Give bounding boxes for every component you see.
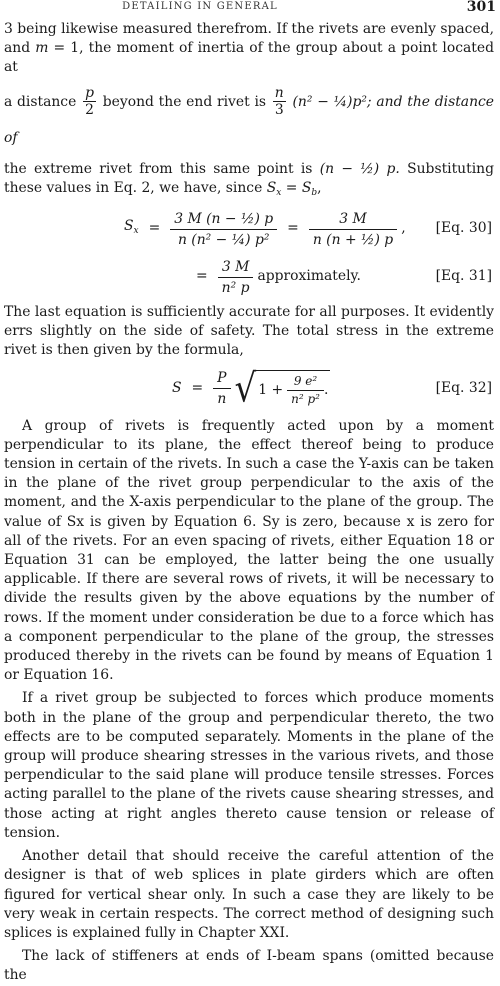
equation-31: = $\frac{3 M}{\text{n² p}}$ approximately. [Eq. 31] xyxy=(196,258,492,296)
paragraph-rivet-group-forces: If a rivet group be subjected to forces which produce moments both in the plane of the group and perpendicular thereto, the two effects are to be computed separately. Moments in the plane of the group will produce shearing stresses in the various rivets, and those perpendicular to the said plane will produce tensile stresses. Forces acting parallel to the plane of the rivets cause shearing stresses, and those acting at right angles thereto cause tension or release of tension. xyxy=(4,690,494,841)
equation-32: S = $\frac{P}{n}$ √ 1 + $\frac{\text{9 e²}}{\text{n² p²}}$ . [Eq. 32] xyxy=(172,365,492,412)
page-number: 301 xyxy=(466,0,496,15)
eq32-label: [Eq. 32] xyxy=(435,379,492,396)
extreme-rivet-line: the extreme rivet from this same point is (n − ½) p. Substituting these values in Eq. 2, we have, since $S_x = S_b$, xyxy=(4,160,494,198)
eq31-label: [Eq. 31] xyxy=(435,268,492,285)
p-over-2-fraction: $\frac{p}{2}$ xyxy=(85,85,94,119)
eq32-fraction: $\frac{P}{n}$ xyxy=(213,368,230,409)
eq31-fraction: $\frac{3 M}{\text{n² p}}$ xyxy=(218,257,254,298)
eq32-square-root: √ 1 + $\frac{\text{9 e²}}{\text{n² p²}}$ . xyxy=(234,365,329,412)
distance-line: a distance $\frac{p}{2}$ beyond the end rivet is $\frac{n}{3}$ (n² − ¼)p²; and the distance of xyxy=(4,85,495,146)
eq30-lhs: $S_x$ xyxy=(124,217,139,236)
paragraph-last-equation: The last equation is sufficiently accurate for all purposes. It evidently errs slightly on the side of safety. The total stress in the extreme rivet is then given by the formula, xyxy=(4,304,494,359)
eq30-label: [Eq. 30] xyxy=(435,220,492,237)
page-header xyxy=(0,0,500,20)
paragraph-web-splices: Another detail that should receive the careful attention of the designer is that of web splices in plate girders which are often figured for vertical shear only. In such a case they are likely to be very weak in certain respects. The correct method of designing such splices is explained fully in Chapter XXI. xyxy=(4,848,494,941)
paragraph-continued: 3 being likewise measured therefrom. If the rivets are evenly spaced, and m = 1, the moment of inertia of the group about a point located at xyxy=(4,21,494,76)
paragraph-moment-perpendicular: A group of rivets is frequently acted upon by a moment perpendicular to its plane, the effect thereof being to produce tension in certain of the rivets. In such a case the Y-axis can be taken in the plane of the rivet group perpendicular to the axis of the moment, and the X-axis perpendicular to the plane of the group. The value of Sx is given by Equation 6. Sy is zero, because x is zero for all of the rivets. For an even spacing of rivets, either Equation 18 or Equation 31 can be employed, the latter being the one usually applicable. If there are several rows of rivets, it will be necessary to divide the results given by the above equations by the number of rows. If the moment under consideration be due to a force which has a component perpendicular to the plane of the group, the stresses produced thereby in the rivets can be found by means of Equation 1 or Equation 16. xyxy=(4,417,494,684)
page-body xyxy=(4,20,494,986)
n-over-3-fraction: $\frac{n}{3}$ xyxy=(274,85,284,119)
radical-sign-icon: √ xyxy=(234,365,257,412)
paragraph-stiffeners: The lack of stiffeners at ends of I-beam spans (omitted because the xyxy=(4,948,494,984)
running-head: DETAILING IN GENERAL xyxy=(122,1,278,12)
eq30-fraction-2: $\frac{3 M}{\text{n (n + ½) p}}$ xyxy=(309,209,397,250)
equation-30: $S_x$ = $\frac{\text{3 M (n − ½) p}}{\text{n (n² − ¼) p²}}$ = $\frac{3 M}{\text{n (n + ½) p}}$ , [Eq. 30] xyxy=(124,210,492,248)
eq30-fraction-1: $\frac{\text{3 M (n − ½) p}}{\text{n (n² − ¼) p²}}$ xyxy=(170,209,277,250)
